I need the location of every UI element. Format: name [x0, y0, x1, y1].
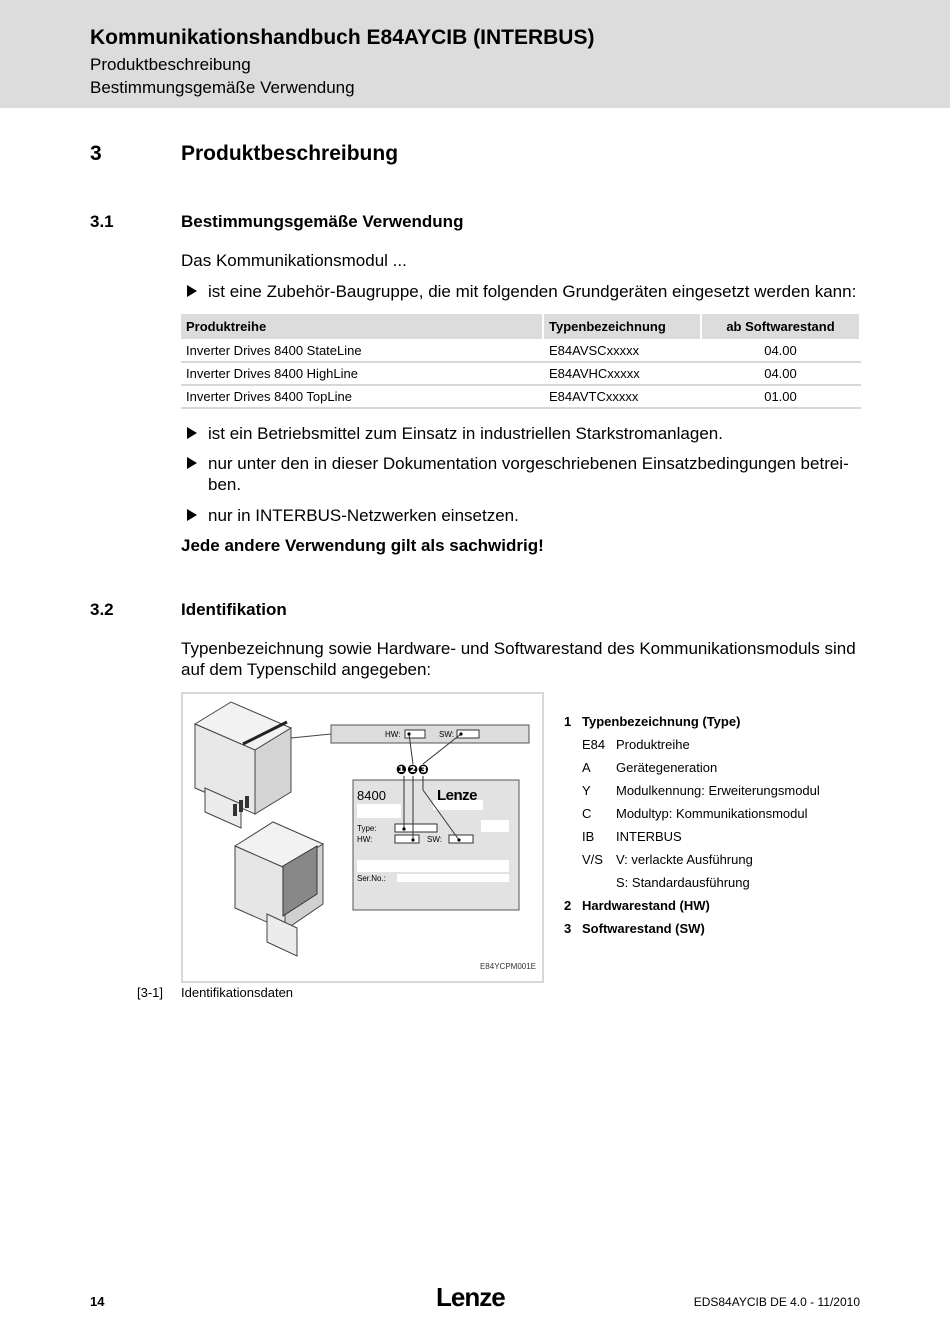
legend-number: 2: [564, 898, 572, 913]
figure-caption-text: Identifikationsdaten: [181, 985, 294, 1000]
bullet-item: [181, 423, 861, 444]
bullet-item: [181, 281, 861, 302]
bullet-item: [181, 453, 861, 495]
plate-serno-label: Ser.No.:: [357, 874, 386, 883]
table-header-cell: Typenbezeichnung: [543, 314, 701, 339]
legend-value: V: verlackte Ausführung: [616, 852, 753, 867]
strip-hw-label: HW:: [385, 730, 401, 739]
figure-caption-number: [3-1]: [137, 985, 164, 1000]
legend-number: 1: [564, 714, 572, 729]
page-header: [0, 0, 950, 108]
legend-value: Modulkennung: Erweiterungsmodul: [616, 783, 820, 798]
section-title: Identifikation: [181, 600, 287, 619]
legend-key: A: [582, 760, 591, 775]
table-header-cell: Produktreihe: [181, 314, 543, 339]
plate-type-label: Type:: [357, 824, 377, 833]
legend-key: E84: [582, 737, 606, 752]
plate-logo: Lenze: [437, 787, 478, 804]
product-table: [181, 314, 861, 409]
header-title: Kommunikationshandbuch E84AYCIB (INTERBUS): [90, 26, 595, 49]
bullet-text: nur in INTERBUS-Netzwerken einsetzen.: [208, 506, 519, 525]
section-title: Bestimmungsgemäße Verwendung: [181, 212, 464, 231]
legend-value: S: Standardausführung: [616, 875, 750, 890]
legend-title: Softwarestand (SW): [582, 921, 705, 936]
bullet-text: ist eine Zubehör-Baugruppe, die mit folgenden Grundgeräten eingesetzt werden kann:: [208, 282, 857, 301]
plate-model: 8400: [357, 788, 386, 803]
chapter-title: Produktbeschreibung: [181, 142, 399, 165]
table-row: [181, 385, 860, 408]
device-illustration: [183, 694, 542, 981]
table-cell: 01.00: [701, 385, 860, 408]
legend-value: Gerätegeneration: [616, 760, 718, 775]
table-row: [181, 362, 860, 385]
section-number: 3.2: [90, 600, 114, 619]
bullet-arrow-icon: [187, 457, 197, 469]
header-subtitle-1: Produktbeschreibung: [90, 55, 251, 74]
legend-key: V/S: [582, 852, 603, 867]
figure-code: E84YCPM001E: [479, 962, 536, 971]
bullet-arrow-icon: [187, 427, 197, 439]
legend-title: Hardwarestand (HW): [582, 898, 710, 913]
table-cell: Inverter Drives 8400 HighLine: [181, 362, 543, 385]
intro-text: Das Kommunikationsmodul ...: [181, 251, 407, 270]
warning-text: Jede andere Verwendung gilt als sachwidrig!: [181, 536, 544, 555]
legend-value: Produktreihe: [616, 737, 690, 752]
section-number: 3.1: [90, 212, 114, 231]
bullet-text: ist ein Betriebsmittel zum Einsatz in industriellen Starkstromanlagen.: [208, 424, 723, 443]
legend-value: Modultyp: Kommunikationsmodul: [616, 806, 808, 821]
bullet-item: [181, 505, 861, 526]
plate-sw-label: SW:: [427, 835, 442, 844]
legend-value: INTERBUS: [616, 829, 682, 844]
plate-hw-label: HW:: [357, 835, 373, 844]
chapter-number: 3: [90, 142, 102, 165]
legend-key: Y: [582, 783, 591, 798]
bullet-text: nur unter den in dieser Dokumentation vorgeschriebenen Einsatzbedingungen betrei-ben.: [208, 454, 849, 494]
table-row: [181, 339, 860, 362]
table-cell: 04.00: [701, 339, 860, 362]
legend-number: 3: [564, 921, 572, 936]
identification-text: Typenbezeichnung sowie Hardware- und Softwarestand des Kommunikationsmoduls sind auf dem Typenschild angegeben:: [181, 639, 856, 679]
table-cell: 04.00: [701, 362, 860, 385]
strip-sw-label: SW:: [439, 730, 454, 739]
header-subtitle-2: Bestimmungsgemäße Verwendung: [90, 78, 355, 97]
table-cell: Inverter Drives 8400 TopLine: [181, 385, 543, 408]
callout-markers: ❶❷❸: [396, 763, 430, 778]
table-cell: E84AVSCxxxxx: [543, 339, 701, 362]
footer-logo: Lenze: [436, 1282, 505, 1312]
legend-key: C: [582, 806, 592, 821]
nameplate-figure: [181, 692, 544, 983]
document-id: EDS84AYCIB DE 4.0 - 11/2010: [693, 1295, 860, 1309]
bullet-arrow-icon: [187, 509, 197, 521]
table-cell: Inverter Drives 8400 StateLine: [181, 339, 543, 362]
table-header-cell: ab Softwarestand: [701, 314, 860, 339]
table-header-row: [181, 314, 860, 339]
legend-key: IB: [582, 829, 595, 844]
table-cell: E84AVTCxxxxx: [543, 385, 701, 408]
bullet-arrow-icon: [187, 285, 197, 297]
legend-title: Typenbezeichnung (Type): [582, 714, 741, 729]
page-number: 14: [90, 1294, 105, 1309]
table-cell: E84AVHCxxxxx: [543, 362, 701, 385]
